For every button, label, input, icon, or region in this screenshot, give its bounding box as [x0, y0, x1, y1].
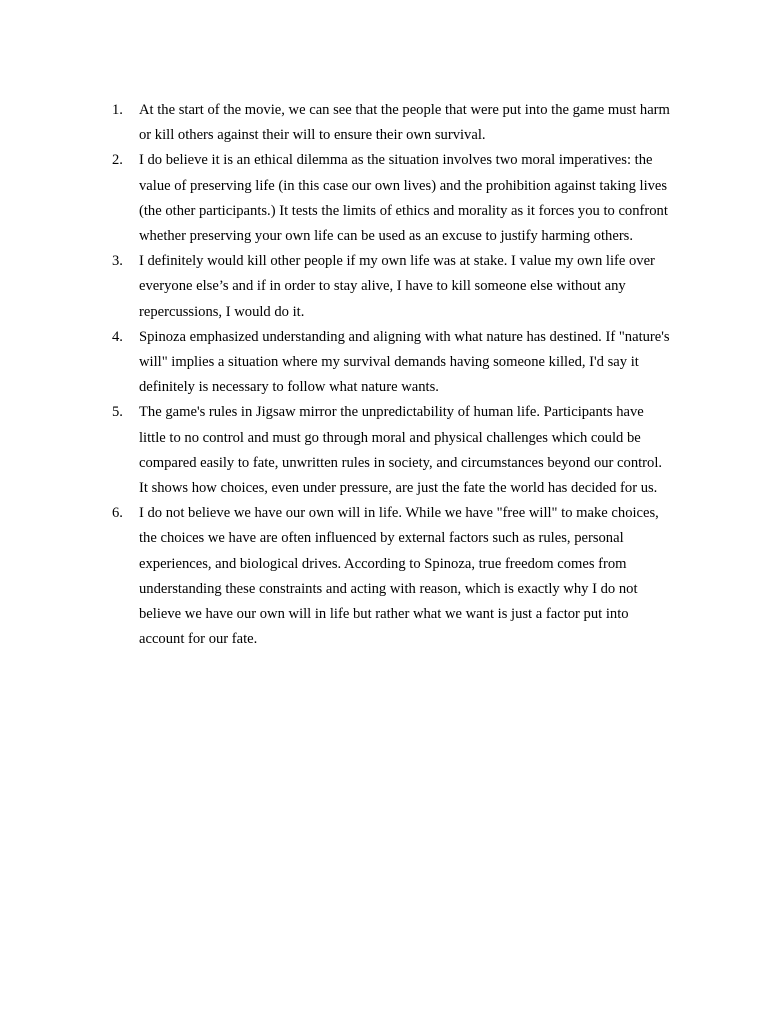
item-text: The game's rules in Jigsaw mirror the unpredictability of human life. Participants have little to no control and must go through moral and physical challenges which could be compared easily to fate, unwritten rules in society, and circumstances beyond our control. It shows how choices, even under pressure, are just the fate the world has decided for us. [139, 404, 663, 497]
item-number: 3. [112, 253, 123, 270]
list-item [112, 98, 672, 148]
item-text: I do believe it is an ethical dilemma as the situation involves two moral imperatives: the value of preserving life (in this case our own lives) and the prohibition against taking lives (the other participants.) It tests the limits of ethics and morality as it forces you to confront whether preserving your own life can be used as an excuse to justify harming others. [139, 152, 668, 245]
list-item [112, 148, 672, 249]
item-number: 1. [112, 102, 123, 118]
item-text: Spinoza emphasized understanding and aligning with what nature has destined. If "nature's will" implies a situation where my survival demands having someone killed, I'd say it definitely is necessary to follow what nature wants. [139, 328, 670, 396]
item-number: 6. [112, 505, 123, 522]
answer-list [112, 98, 672, 652]
item-number: 2. [112, 152, 123, 169]
list-item [112, 400, 672, 501]
item-number: 5. [112, 404, 123, 421]
list-item [112, 501, 672, 652]
item-number: 4. [112, 328, 123, 345]
item-text: At the start of the movie, we can see that the people that were put into the game must harm or kill others against their will to ensure their own survival. [139, 102, 670, 144]
list-item [112, 325, 672, 401]
item-text: I definitely would kill other people if my own life was at stake. I value my own life over everyone else’s and if in order to stay alive, I have to kill someone else without any repercussions, I would do it. [139, 253, 655, 320]
list-item [112, 249, 672, 325]
item-text: I do not believe we have our own will in life. While we have "free will" to make choices, the choices we have are often influenced by external factors such as rules, personal experiences, and biological drives. According to Spinoza, true freedom comes from understanding these constraints and acting with reason, which is exactly why I do not believe we have our own will in life but rather what we want is just a factor put into account for our fate. [139, 505, 659, 648]
